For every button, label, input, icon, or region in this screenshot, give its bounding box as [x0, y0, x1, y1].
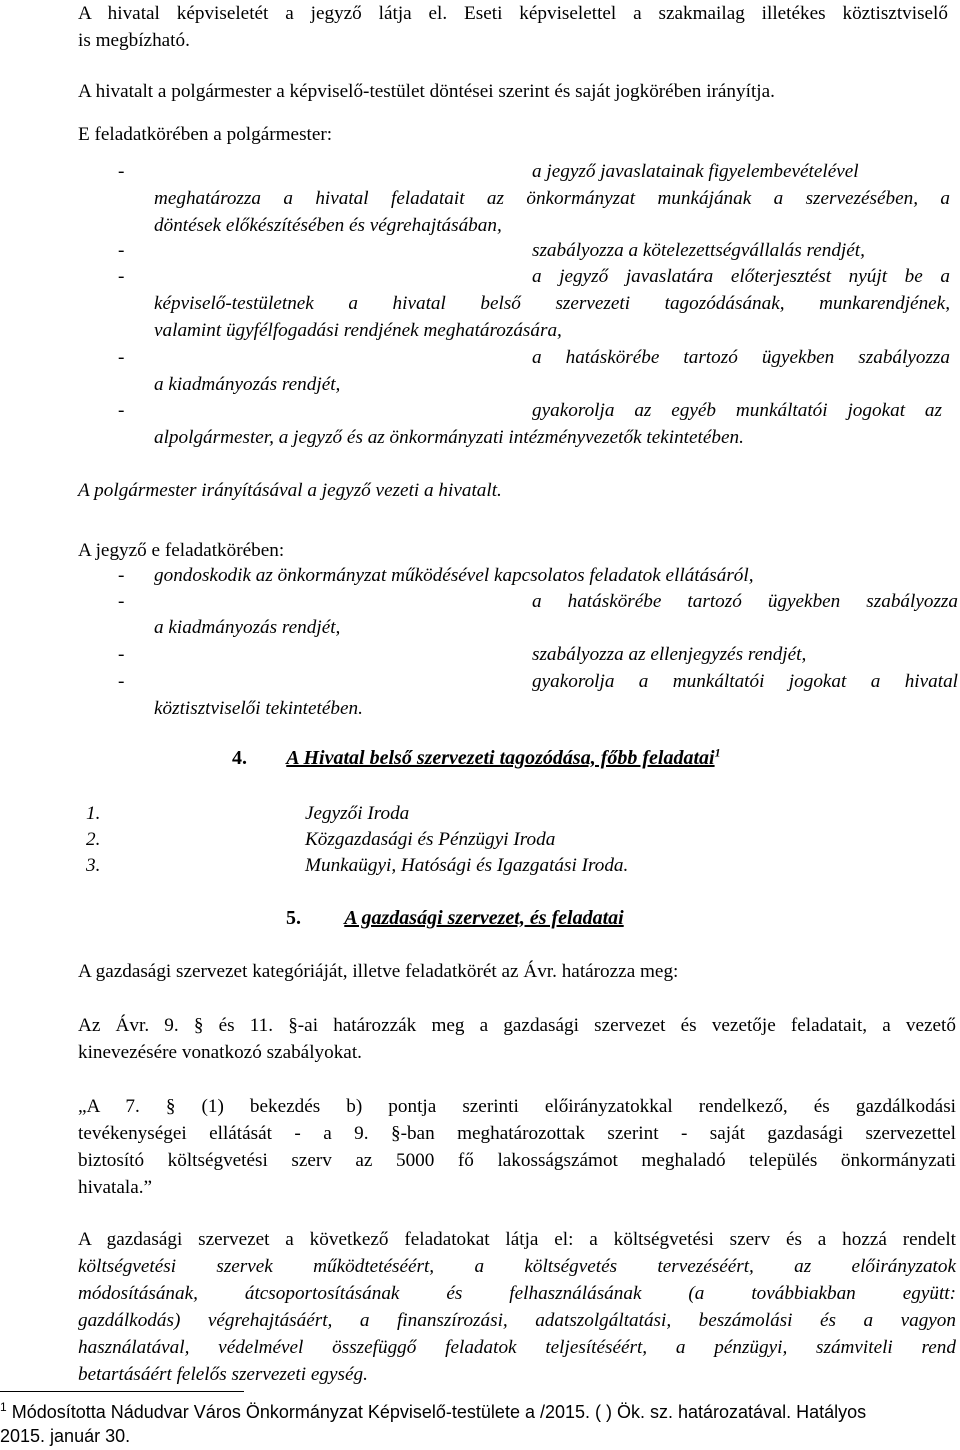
list-dash: - — [118, 240, 125, 261]
list-dash: - — [118, 161, 125, 182]
footnote — [0, 1400, 958, 1448]
list-item-first-line: gondoskodik az önkormányzat működésével kapcsolatos feladatok ellátásáról, — [154, 565, 754, 586]
section-number: 5. — [286, 907, 301, 929]
list-item-line: köztisztviselői tekintetében. — [154, 698, 363, 719]
tasks-line-3: módosításának, átcsoportosításának és felhasználásának (a továbbiakban együtt: — [78, 1283, 956, 1304]
list-item-line: döntések előkészítésében és végrehajtásában, — [154, 215, 502, 236]
list-dash: - — [118, 565, 125, 586]
footnote-mark: 1 — [0, 1400, 7, 1414]
office-number: 1. — [86, 803, 101, 824]
quote-line-2: tevékenységei ellátását - a 9. §-ban meghatározottak szerint - saját gazdasági szervezettel — [78, 1123, 956, 1144]
tasks-line-1: A gazdasági szervezet a következő feladatokat látja el: a költségvetési szerv és a hozzá rendelt — [78, 1229, 956, 1250]
quote-line-4: hivatala.” — [78, 1177, 153, 1198]
tasks-line-4: gazdálkodás) végrehajtásáért, a finanszírozási, adatszolgáltatási, beszámolási és a vagyon — [78, 1310, 956, 1331]
paragraph-economic-2-line-2: kinevezésére vonatkozó szabályokat. — [78, 1042, 362, 1063]
list-item-line: a kiadmányozás rendjét, — [154, 374, 341, 395]
paragraph-mayor-leads: A polgármester irányításával a jegyző vezeti a hivatalt. — [78, 480, 502, 501]
section-title: A Hivatal belső szervezeti tagozódása, főbb feladatai — [286, 747, 715, 769]
intro-paragraph-3: E feladatkörében a polgármester: — [78, 124, 333, 145]
section-4-heading — [232, 745, 721, 772]
tasks-line-2: költségvetési szervek működtetéséért, a költségvetés tervezéséért, az előirányzatok — [78, 1256, 956, 1277]
list-item-first-line: szabályozza a kötelezettségvállalás rendjét, — [532, 240, 865, 261]
tasks-line-5: használatával, védelmével összefüggő feladatok teljesítéséért, a pénzügyi, számviteli rend — [78, 1337, 956, 1358]
footnote-text-line-2: 2015. január 30. — [0, 1426, 131, 1446]
notary-intro: A jegyző e feladatkörében: — [78, 540, 285, 561]
office-name: Közgazdasági és Pénzügyi Iroda — [305, 829, 556, 850]
list-item-first-line: a hatáskörébe tartozó ügyekben szabályozza — [532, 591, 958, 612]
intro-paragraph-1-line-2: is megbízható. — [78, 30, 190, 51]
office-name: Jegyzői Iroda — [305, 803, 410, 824]
footnote-text-line-1: Módosította Nádudvar Város Önkormányzat Képviselő-testülete a /2015. ( ) Ök. sz. határozatával. Hatályos — [11, 1402, 867, 1422]
list-item-first-line: gyakorolja az egyéb munkáltatói jogokat az — [532, 400, 942, 421]
list-dash: - — [118, 671, 125, 692]
footnote-reference: 1 — [714, 745, 721, 760]
list-dash: - — [118, 266, 125, 287]
intro-paragraph-2: A hivatalt a polgármester a képviselő-testület döntései szerint és saját jogkörében irányítja. — [78, 81, 775, 102]
office-number: 2. — [86, 829, 101, 850]
paragraph-economic-2-line-1: Az Ávr. 9. § és 11. §-ai határozzák meg a gazdasági szervezet és vezetője feladatait, a vezető — [78, 1015, 956, 1036]
list-item-first-line: a jegyző javaslatára előterjesztést nyújt be a — [532, 266, 950, 287]
list-dash: - — [118, 644, 125, 665]
list-item-first-line: szabályozza az ellenjegyzés rendjét, — [532, 644, 807, 665]
office-name: Munkaügyi, Hatósági és Igazgatási Iroda. — [305, 855, 629, 876]
list-item-line: alpolgármester, a jegyző és az önkormányzati intézményvezetők tekintetében. — [154, 427, 744, 448]
section-number: 4. — [232, 747, 247, 769]
list-dash: - — [118, 347, 125, 368]
list-dash: - — [118, 591, 125, 612]
quote-line-3: biztosító költségvetési szerv az 5000 fő lakosságszámot meghaladó település önkormányzati — [78, 1150, 956, 1171]
footnote-separator — [0, 1391, 244, 1392]
list-item-line: a kiadmányozás rendjét, — [154, 617, 341, 638]
list-item-line: meghatározza a hivatal feladatait az önkormányzat munkájának a szervezésében, a — [154, 188, 950, 209]
intro-paragraph-1-line-1: A hivatal képviseletét a jegyző látja el. Eseti képviselettel a szakmailag illetékes köztisztviselő — [78, 3, 948, 24]
tasks-line-6: betartásáért felelős szervezeti egység. — [78, 1364, 368, 1385]
list-dash: - — [118, 400, 125, 421]
list-item-first-line: a jegyző javaslatainak figyelembevételével — [532, 161, 859, 182]
office-number: 3. — [86, 855, 101, 876]
section-5-heading — [286, 905, 624, 932]
paragraph-economic-1: A gazdasági szervezet kategóriáját, illetve feladatkörét az Ávr. határozza meg: — [78, 961, 679, 982]
list-item-line: valamint ügyfélfogadási rendjének meghatározására, — [154, 320, 562, 341]
list-item-first-line: a hatáskörébe tartozó ügyekben szabályozza — [532, 347, 950, 368]
list-item-first-line: gyakorolja a munkáltatói jogokat a hivatal — [532, 671, 958, 692]
section-title: A gazdasági szervezet, és feladatai — [344, 907, 624, 929]
list-item-line: képviselő-testületnek a hivatal belső szervezeti tagozódásának, munkarendjének, — [154, 293, 950, 314]
quote-line-1: „A 7. § (1) bekezdés b) pontja szerinti előirányzatokkal rendelkező, és gazdálkodási — [78, 1096, 956, 1117]
